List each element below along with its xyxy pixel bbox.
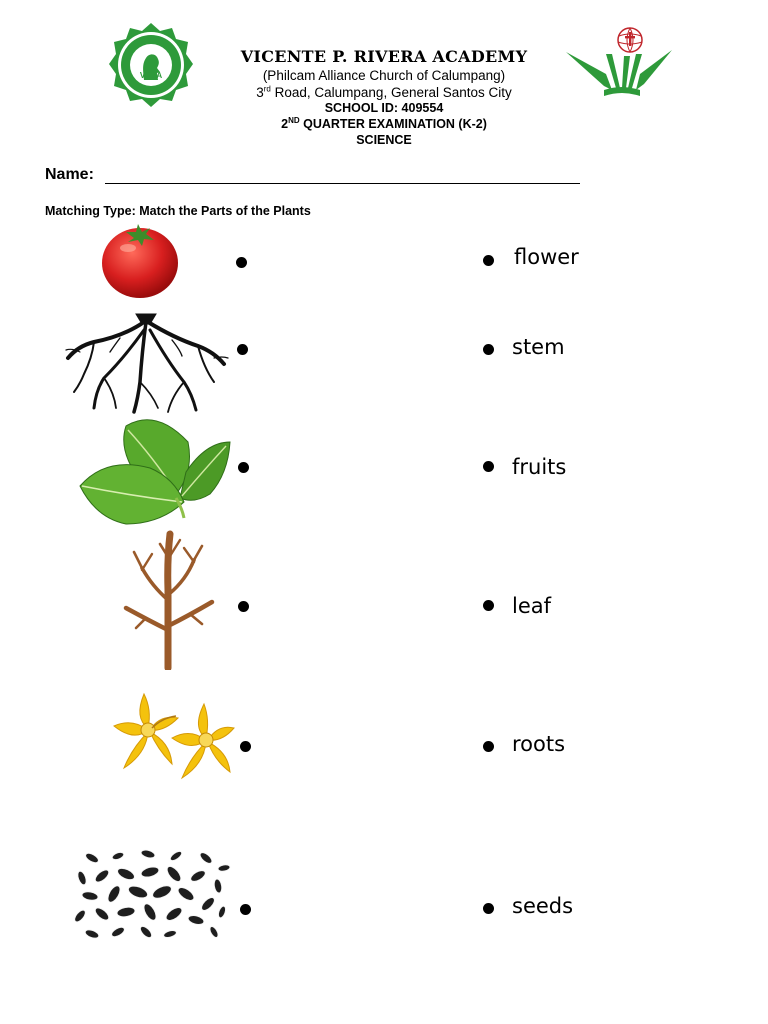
- right-match-dot[interactable]: [483, 903, 494, 914]
- left-match-dot[interactable]: [238, 601, 249, 612]
- right-match-dot[interactable]: [483, 344, 494, 355]
- choice-leaf: leaf: [512, 594, 552, 618]
- seal-text: VPRA: [139, 71, 163, 80]
- choice-flower: flower: [514, 245, 579, 269]
- church-name: (Philcam Alliance Church of Calumpang): [262, 68, 506, 83]
- choice-seeds: seeds: [512, 894, 574, 918]
- left-match-dot[interactable]: [240, 741, 251, 752]
- right-match-dot[interactable]: [483, 461, 494, 472]
- tomato-picture: [98, 222, 182, 300]
- name-blank-line[interactable]: [105, 183, 580, 184]
- stem-picture: [122, 530, 216, 670]
- left-match-dot[interactable]: [240, 904, 251, 915]
- left-match-dot[interactable]: [238, 462, 249, 473]
- choice-roots: roots: [512, 732, 566, 756]
- right-match-dot[interactable]: [483, 741, 494, 752]
- exam-title: 2ND QUARTER EXAMINATION (K-2): [281, 115, 487, 131]
- right-match-dot[interactable]: [483, 255, 494, 266]
- flowers-picture: [110, 688, 236, 780]
- instructions: Matching Type: Match the Parts of the Plants: [45, 204, 311, 218]
- school-seal-logo: [108, 22, 194, 108]
- school-name: VICENTE P. RIVERA ACADEMY: [240, 47, 528, 66]
- right-match-dot[interactable]: [483, 600, 494, 611]
- leaves-picture: [76, 412, 232, 536]
- left-match-dot[interactable]: [237, 344, 248, 355]
- name-label: Name:: [45, 166, 94, 183]
- subject-title: SCIENCE: [356, 133, 412, 147]
- choice-stem: stem: [512, 335, 565, 359]
- roots-picture: [64, 312, 230, 416]
- seeds-picture: [72, 846, 234, 942]
- church-alliance-logo: [566, 24, 672, 102]
- school-id: SCHOOL ID: 409554: [324, 101, 444, 115]
- left-match-dot[interactable]: [236, 257, 247, 268]
- school-address: 3rd Road, Calumpang, General Santos City: [256, 84, 512, 100]
- choice-fruits: fruits: [512, 455, 567, 479]
